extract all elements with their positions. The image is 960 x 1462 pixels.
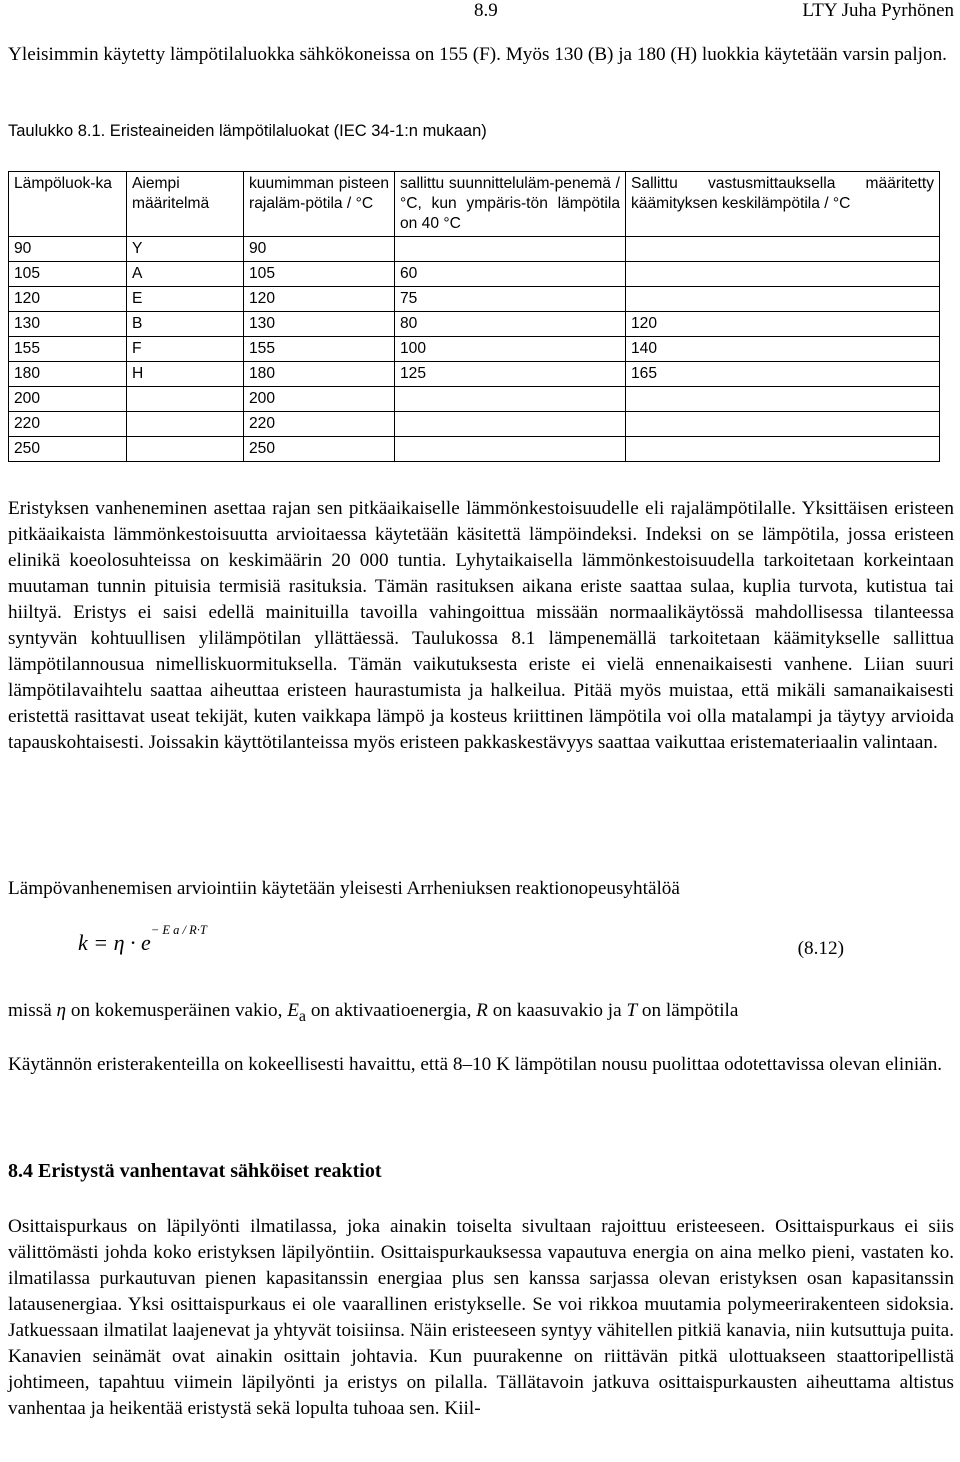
table-cell [395,412,626,437]
table-cell: H [127,362,244,387]
table-cell [395,387,626,412]
equation-number: (8.12) [797,938,844,959]
table-cell: 130 [9,312,127,337]
intro-paragraph: Yleisimmin käytetty lämpötilaluokka sähkökoneissa on 155 (F). Myös 130 (B) ja 180 (H) luokkia käytetään varsin paljon. [8,44,947,65]
table-cell: 130 [244,312,395,337]
table-cell: 250 [244,437,395,462]
table-cell: 180 [244,362,395,387]
table-row [9,437,940,462]
where-text: missä [8,1000,57,1021]
table-cell: 155 [9,337,127,362]
table-cell: 75 [395,287,626,312]
page-number: 8.9 [474,0,498,21]
table-cell: 125 [395,362,626,387]
table-cell [626,287,940,312]
table-row [9,237,940,262]
table-cell [626,237,940,262]
table-cell: 200 [9,387,127,412]
activation-energy-subscript: a [298,1007,307,1025]
equation-exponent: − E a / R·T [150,923,207,937]
table-cell: 120 [626,312,940,337]
table-cell: Y [127,237,244,262]
table-cell: 180 [9,362,127,387]
aging-paragraph: Eristyksen vanheneminen asettaa rajan sen pitkäaikaiselle lämmönkestoisuudelle eli rajalämpötilalle. Yksittäisen eristeen pitkäaikaista lämmönkestoisuutta arvioitaessa käytetään käsitettä lämpöindeksi. Indeksi on se lämpötila, jossa eristeen elinikä koeolosuhteissa on keskimäärin 20 000 tuntia. Lyhytaikaisella lämmönkestoisuudella tarkoitetaan korkeintaan muutaman tunnin pituisia termisiä rasituksia. Tämän rasituksen aikana eriste saattaa sulaa, kuplia turvota, kutistua tai hiiltyä. Eristys ei saisi edellä mainituilla tavoilla vahingoittua missään normaalikäytössä mahdollisessa tilanteessa syntyvän kohtuullisen ylilämpötilan yllättäessä. Taulukossa 8.1 lämpenemällä tarkoitetaan käämitykselle sallittua lämpötilannousua nimelliskuormituksella. Tämän vaikutuksesta eriste ei vielä ennenaikaisesti vanhene. Liian suuri lämpötilavaihtelu saattaa aiheuttaa eristeen haurastumista ja halkeilua. Pitää myös muistaa, että mikäli samanaikaisesti eristettä rasittavat useat tekijät, kuten vaikkapa lämpö ja kosteus kriittinen lämpötila voi olla matalampi ja täytyy arvioida tapauskohtaisesti. Joissakin käyttötilanteissa myös eristeen pakkaskestävyys saattaa vaikuttaa eristemateriaalin valintaan. [8,498,954,753]
table-row [9,262,940,287]
where-text: on lämpötila [637,1000,739,1021]
table-cell [127,387,244,412]
table-cell [395,237,626,262]
table-cell [626,437,940,462]
temperature-class-table [8,171,940,462]
partial-discharge-paragraph: Osittaispurkaus on läpilyönti ilmatilassa, joka ainakin toiselta sivultaan rajoittuu eristeeseen. Osittaispurkaus ei siis välittömästi johda koko eristyksen läpilyöntiin. Osittaispurkauksessa vapautuva energia on aina melko pieni, vastaten ko. ilmatilassa purkautuvan pienen kapasitanssin energiaa plus sen kanssa sarjassa olevan eristyksen osan kapasitanssin latausenergiaa. Yksi osittaispurkaus ei ole vaarallinen eristykselle. Se voi rikkoa muutamia polymeerirakenteen sidoksia. Jatkuessaan ilmatilat laajenevat ja yhtyvät toisiinsa. Näin eristeeseen syntyy vähitellen pitkiä kanavia, niin kutsuttuja puita. Kanavien seinämät ovat ainakin osittain johtavia. Kun puurakenne on riittävän pitkä ulottuakseen staattoripellistä johtimeen, tapahtuu viimein läpilyönti ja eristys on pilalla. Tällätavoin jatkuva osittaispurkausten aiheuttama altistus vanhentaa ja heikentää eristystä sekä lopulta tuhoaa sen. Kiil- [8,1216,954,1419]
table-row [9,362,940,387]
where-text: on aktivaatioenergia, [306,1000,477,1021]
activation-energy-symbol: E [287,1000,299,1021]
table-row [9,312,940,337]
table-cell: 220 [9,412,127,437]
table-cell: 100 [395,337,626,362]
equation-expression [78,923,207,956]
table-cell: F [127,337,244,362]
table-cell [127,412,244,437]
eta-symbol: η [56,1000,67,1021]
table-header-cell: sallittu suunnitteluläm-penemä / °C, kun ympäris-tön lämpötila on 40 °C [395,172,626,237]
table-row [9,387,940,412]
table-row [9,287,940,312]
table-cell: E [127,287,244,312]
table-cell: A [127,262,244,287]
table-cell [626,387,940,412]
arrhenius-intro: Lämpövanhenemisen arviointiin käytetään yleisesti Arrheniuksen reaktionopeusyhtälöä [8,878,680,899]
table-row [9,337,940,362]
section-heading: 8.4 Eristystä vanhentavat sähköiset reaktiot [8,1160,382,1182]
where-line [8,998,954,1030]
practice-paragraph: Käytännön eristerakenteilla on kokeellisesti havaittu, että 8–10 K lämpötilan nousu puolittaa odotettavissa olevan eliniän. [8,1054,943,1075]
table-cell: 140 [626,337,940,362]
table-cell: 200 [244,387,395,412]
table-cell: 120 [244,287,395,312]
table-row [9,412,940,437]
table-cell [127,437,244,462]
table-header-cell: Sallittu vastusmittauksella määritetty käämityksen keskilämpötila / °C [626,172,940,237]
page-header [0,0,954,24]
table-cell: 155 [244,337,395,362]
where-text: on kokemusperäinen vakio, [66,1000,288,1021]
table-cell: 90 [9,237,127,262]
table-cell [626,262,940,287]
header-author: LTY Juha Pyrhönen [802,0,954,21]
table-cell: 165 [626,362,940,387]
table-cell: 250 [9,437,127,462]
table-caption: Taulukko 8.1. Eristeaineiden lämpötilaluokat (IEC 34-1:n mukaan) [8,122,487,140]
table-header-row [9,172,940,237]
arrhenius-equation [8,923,954,978]
table-cell: 80 [395,312,626,337]
table-header-cell: Aiempi määritelmä [127,172,244,237]
table-header-cell: kuumimman pisteen rajaläm-pötila / °C [244,172,395,237]
table-header-cell: Lämpöluok-ka [9,172,127,237]
table-cell: B [127,312,244,337]
where-text: on kaasuvakio ja [487,1000,627,1021]
table-cell [395,437,626,462]
table-cell: 90 [244,237,395,262]
table-cell [626,412,940,437]
table-cell: 120 [9,287,127,312]
table-cell: 105 [244,262,395,287]
gas-constant-symbol: R [476,1000,488,1021]
table-cell: 105 [9,262,127,287]
table-cell: 60 [395,262,626,287]
temperature-symbol: T [626,1000,638,1021]
table-cell: 220 [244,412,395,437]
equation-lhs: k = η · e [78,930,151,955]
